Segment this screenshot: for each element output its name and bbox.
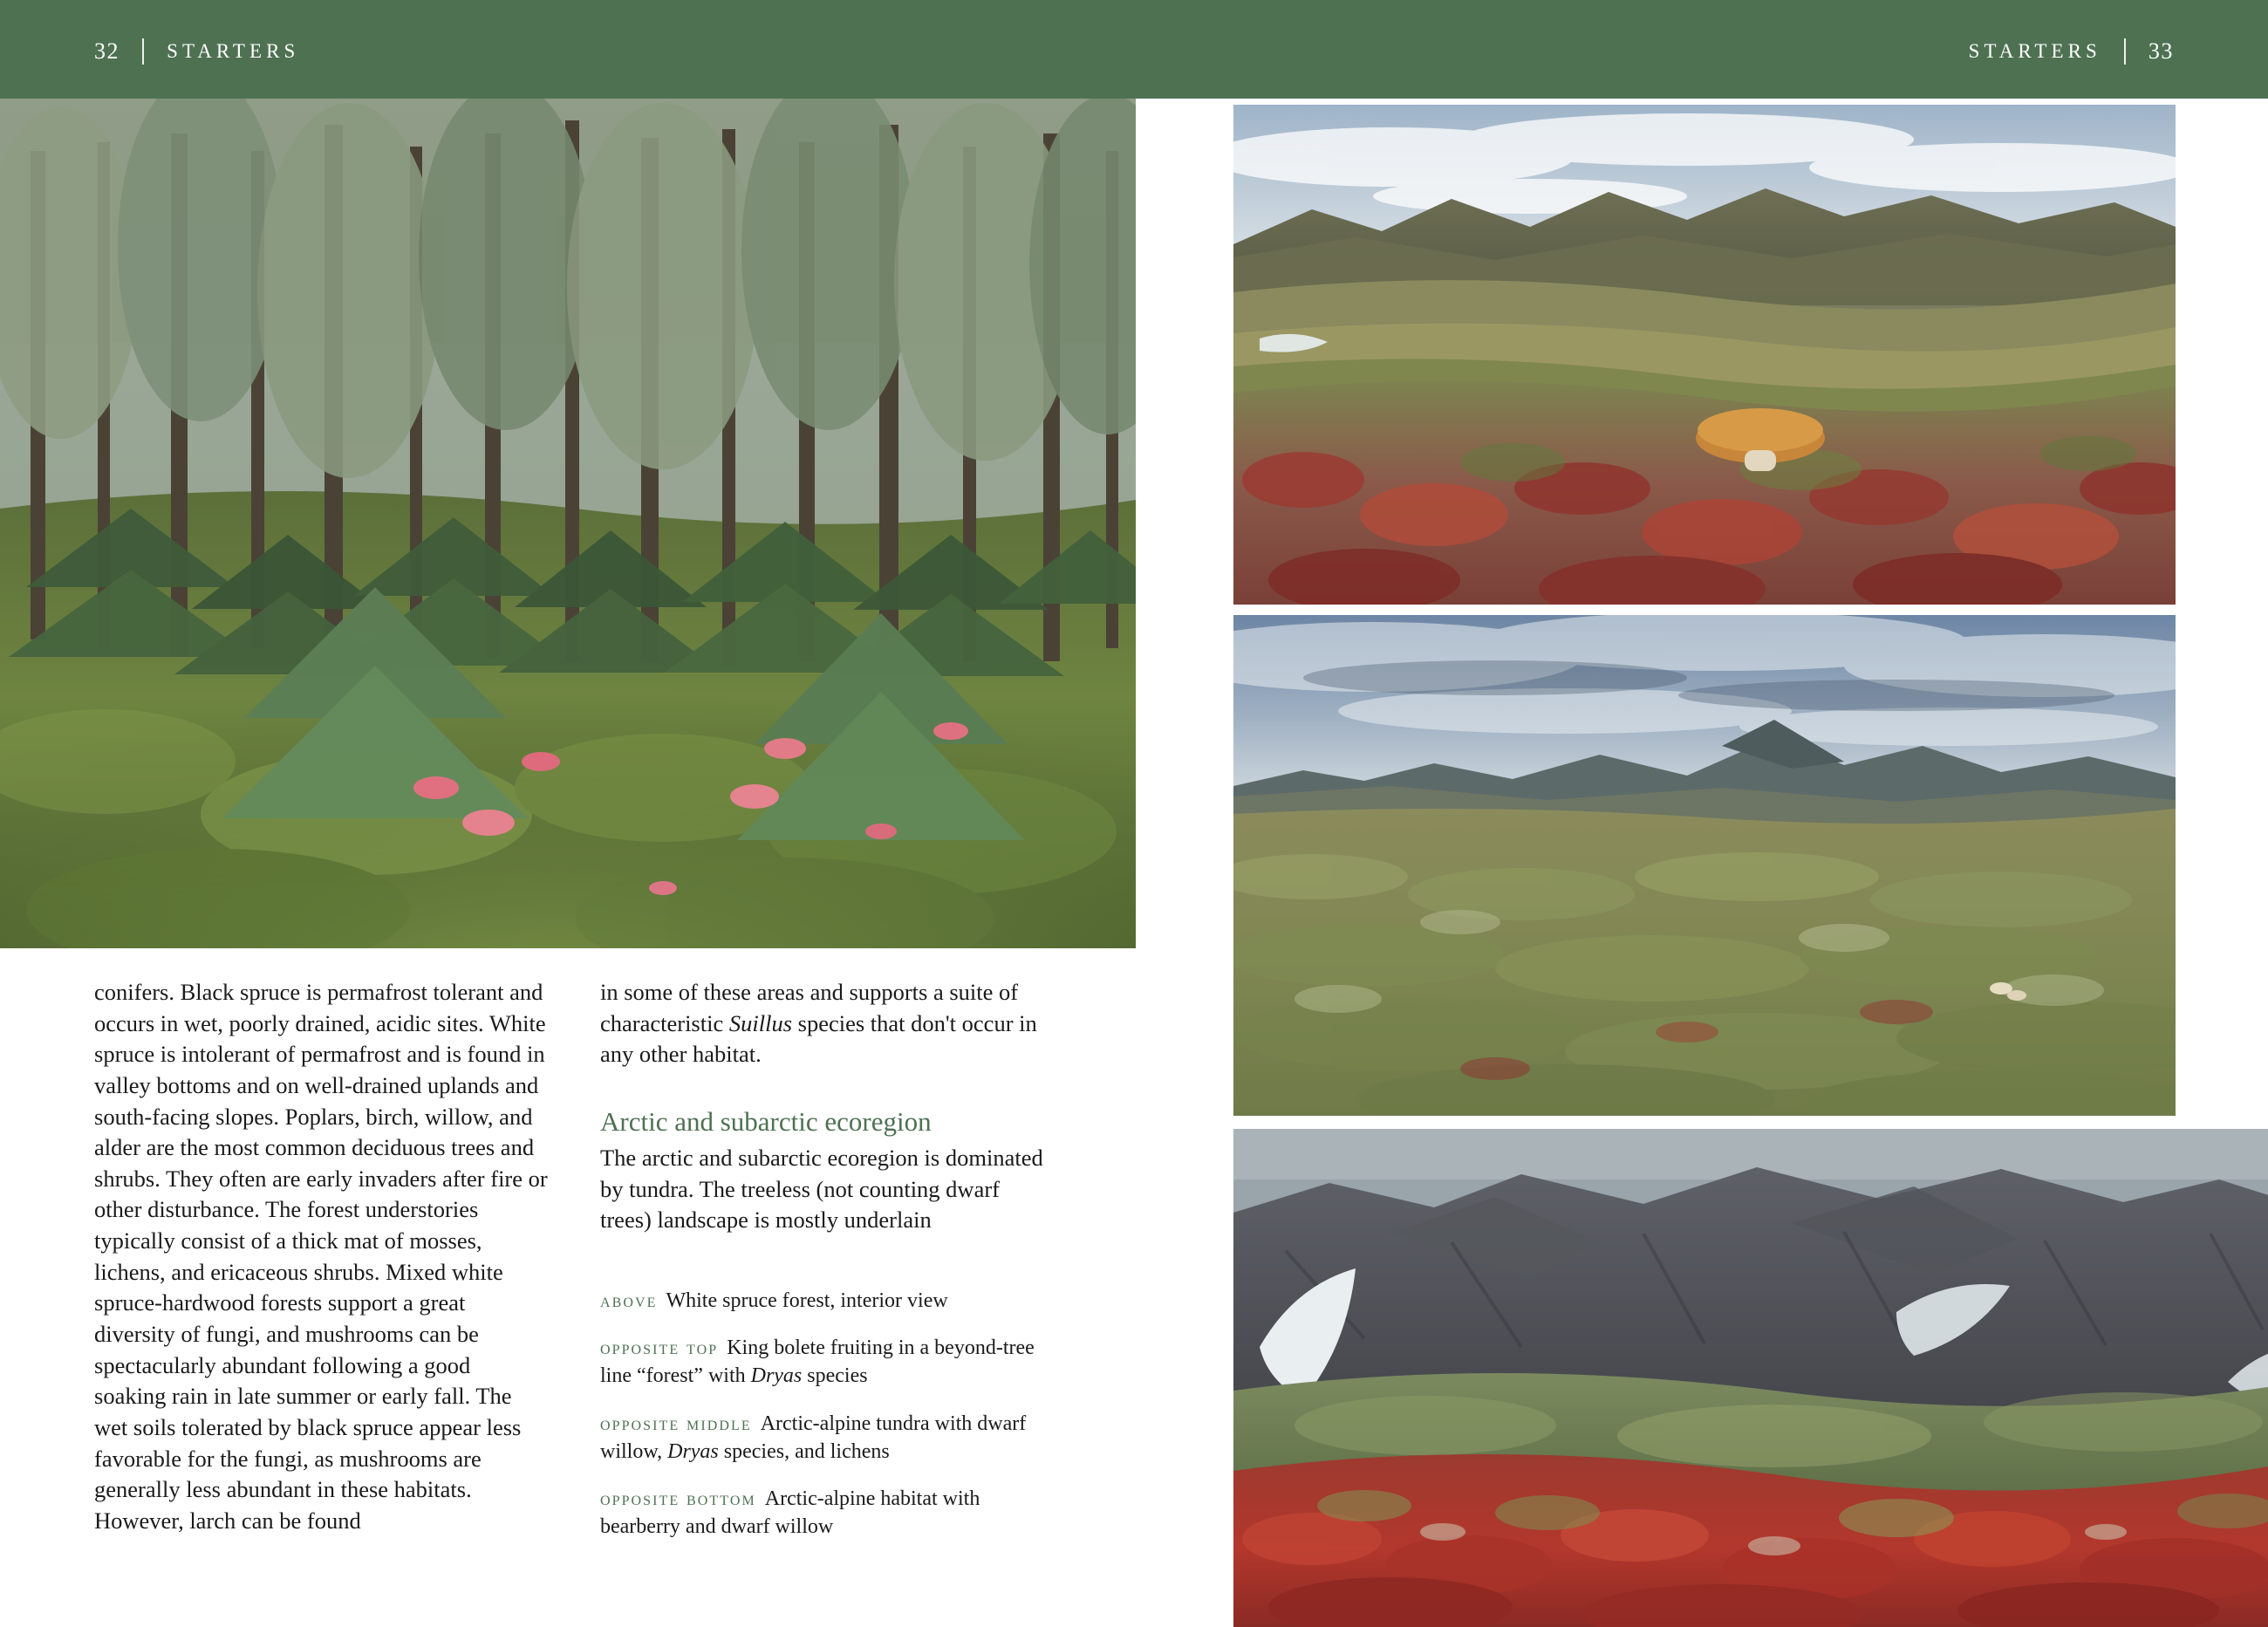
folio-left: 32 [94, 38, 120, 64]
paragraph-conifers: conifers. Black spruce is permafrost tolerant and occurs in wet, poorly drained, acidic sites. White spruce is intolerant of permafrost and is found in valley bottoms and on well-drained uplands and south-facing slopes. Poplars, birch, willow, and alder are the most common deciduous trees and shrubs. They often are early invaders after fire or other disturbance. The forest understories typically consist of a thick mat of mosses, lichens, and ericaceous shrubs. Mixed white spruce-hardwood forests support a great diversity of fungi, and mushrooms can be spectacularly abundant following a good soaking rain in late summer or early fall. The wet soils tolerated by black spruce appear less favorable for the fungi, as mushrooms are generally less abundant in these habitats. However, larch can be found [94, 979, 548, 1534]
caption-above [600, 1287, 1054, 1315]
caption-text-opposite-top-b: species [802, 1364, 868, 1388]
text-column-right [600, 977, 1054, 1560]
text-column-left [94, 977, 548, 1560]
paragraph-suillus-part-a: in some of these areas and supports a suite of characteristic [600, 979, 1019, 1036]
caption-label-opposite-top: opposite top [600, 1336, 719, 1359]
running-header-left [94, 38, 299, 65]
running-header-right [1969, 38, 2174, 65]
caption-text-above: White spruce forest, interior view [666, 1289, 948, 1313]
caption-opposite-bottom [600, 1485, 1054, 1541]
section-heading-arctic-subarctic: Arctic and subarctic ecoregion [600, 1105, 932, 1137]
caption-text-opposite-middle-a: Arctic-alpine tundra with dwarf willow, [600, 1412, 1027, 1463]
caption-text-opposite-middle-b: species, and lichens [718, 1439, 890, 1463]
caption-taxon-dryas-top: Dryas [750, 1364, 803, 1388]
figure-arctic-alpine-tundra [1233, 615, 2176, 1116]
caption-label-above: above [600, 1289, 658, 1312]
caption-opposite-top [600, 1334, 1054, 1390]
caption-label-opposite-bottom: opposite bottom [600, 1487, 756, 1509]
figure-white-spruce-forest [0, 99, 1136, 948]
caption-block [600, 1287, 1054, 1541]
paragraph-arctic-subarctic: The arctic and subarctic ecoregion is dominated by tundra. The treeless (not counting dwarf trees) landscape is mostly underlain [600, 1145, 1043, 1234]
running-head-right: STARTERS [1968, 40, 2101, 62]
caption-opposite-middle [600, 1410, 1054, 1466]
header-divider-left-icon [142, 38, 144, 65]
running-head-left: STARTERS [167, 40, 300, 62]
body-text-area [94, 977, 1054, 1560]
running-header-band [0, 0, 2268, 99]
folio-right: 33 [2148, 38, 2174, 64]
caption-text-opposite-bottom: Arctic-alpine habitat with bearberry and dwarf willow [600, 1487, 980, 1538]
caption-text-opposite-top-a: King bolete fruiting in a beyond-tree line “forest” with [600, 1336, 1035, 1388]
caption-taxon-dryas-middle: Dryas [667, 1439, 719, 1463]
taxon-suillus: Suillus [728, 1009, 793, 1036]
header-divider-right-icon [2124, 38, 2126, 65]
figure-arctic-alpine-bearberry [1233, 1129, 2268, 1627]
paragraph-suillus [600, 977, 1054, 1070]
figure-king-bolete-tundra [1233, 105, 2176, 605]
caption-label-opposite-middle: opposite middle [600, 1412, 752, 1434]
paragraph-suillus-part-b: species that don't occur in any other habitat. [600, 1009, 1037, 1068]
